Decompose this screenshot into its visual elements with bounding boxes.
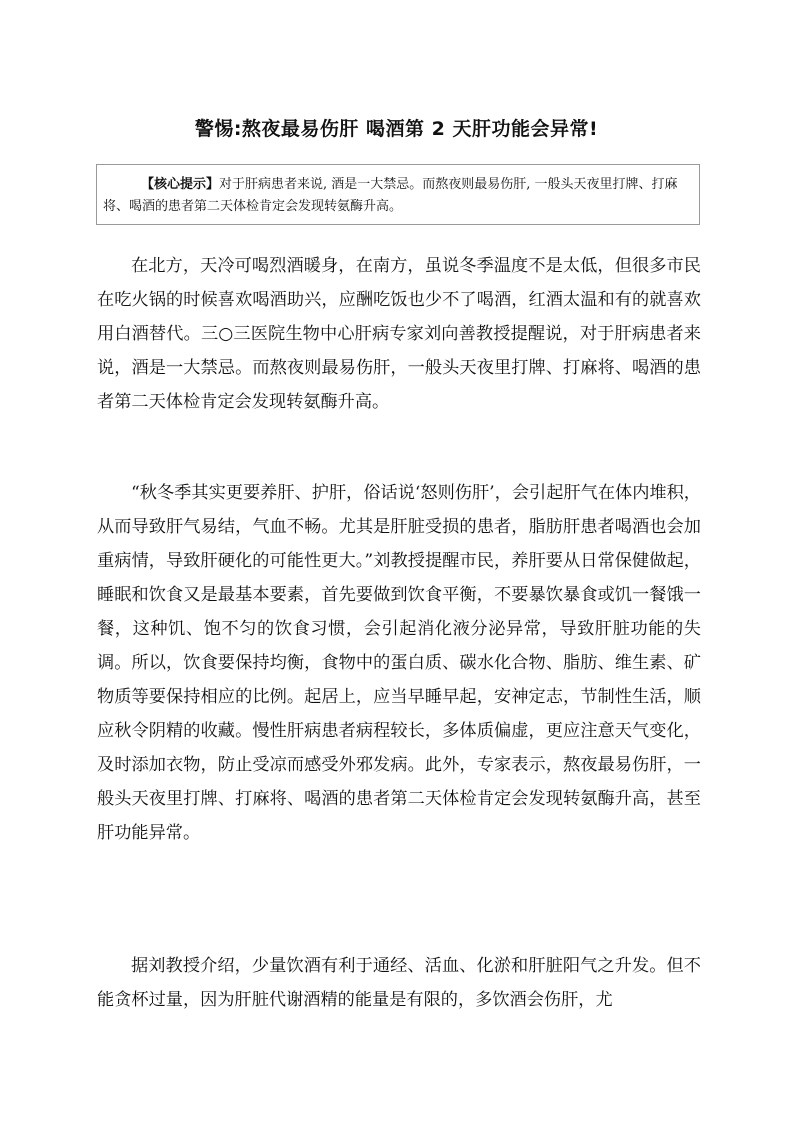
body-paragraph-3: 据刘教授介绍，少量饮酒有利于通经、活血、化淤和肝脏阳气之升发。但不能贪杯过量，因为肝脏代谢酒精的能量是有限的，多饮酒会伤肝，尤 [97, 956, 701, 1010]
body-paragraph-1: 在北方，天冷可喝烈酒暖身，在南方，虽说冬季温度不是太低，但很多市民在吃火锅的时候喜欢喝酒助兴，应酬吃饭也少不了喝酒，红酒太温和有的就喜欢用白酒替代。三○三医院生物中心肝病专家刘向善教授提醒说，对于肝病患者来说，酒是一大禁忌。而熬夜则最易伤肝，一般头天夜里打牌、打麻将、喝酒的患者第二天体检肯定会发现转氨酶升高。 [97, 256, 701, 412]
core-summary-box [96, 164, 700, 225]
summary-lead-label: 【核心提示】 [141, 177, 220, 192]
article-title: 警惕:熬夜最易伤肝 喝酒第 2 天肝功能会异常! [194, 118, 599, 140]
body-paragraph-2: “秋冬季其实更要养肝、护肝，俗话说‘怒则伤肝’，会引起肝气在体内堆积，从而导致肝气易结，气血不畅。尤其是肝脏受损的患者，脂肪肝患者喝酒也会加重病情，导致肝硬化的可能性更大。”刘教授提醒市民，养肝要从日常保健做起，睡眠和饮食又是最基本要素，首先要做到饮食平衡，不要暴饮暴食或饥一餐饿一餐，这种饥、饱不匀的饮食习惯，会引起消化液分泌异常，导致肝脏功能的失调。所以，饮食要保持均衡，食物中的蛋白质、碳水化合物、脂肪、维生素、矿物质等要保持相应的比例。起居上，应当早睡早起，安神定志，节制性生活，顺应秋令阴精的收藏。慢性肝病患者病程较长，多体质偏虚，更应注意天气变化，及时添加衣物，防止受凉而感受外邪发病。此外，专家表示，熬夜最易伤肝，一般头天夜里打牌、打麻将、喝酒的患者第二天体检肯定会发现转氨酶升高，甚至肝功能异常。 [97, 483, 701, 843]
summary-text: 对于肝病患者来说, 酒是一大禁忌。而熬夜则最易伤肝, 一般头天夜里打牌、打麻将、喝酒的患者第二天体检肯定会发现转氨酶升高。 [103, 177, 678, 214]
